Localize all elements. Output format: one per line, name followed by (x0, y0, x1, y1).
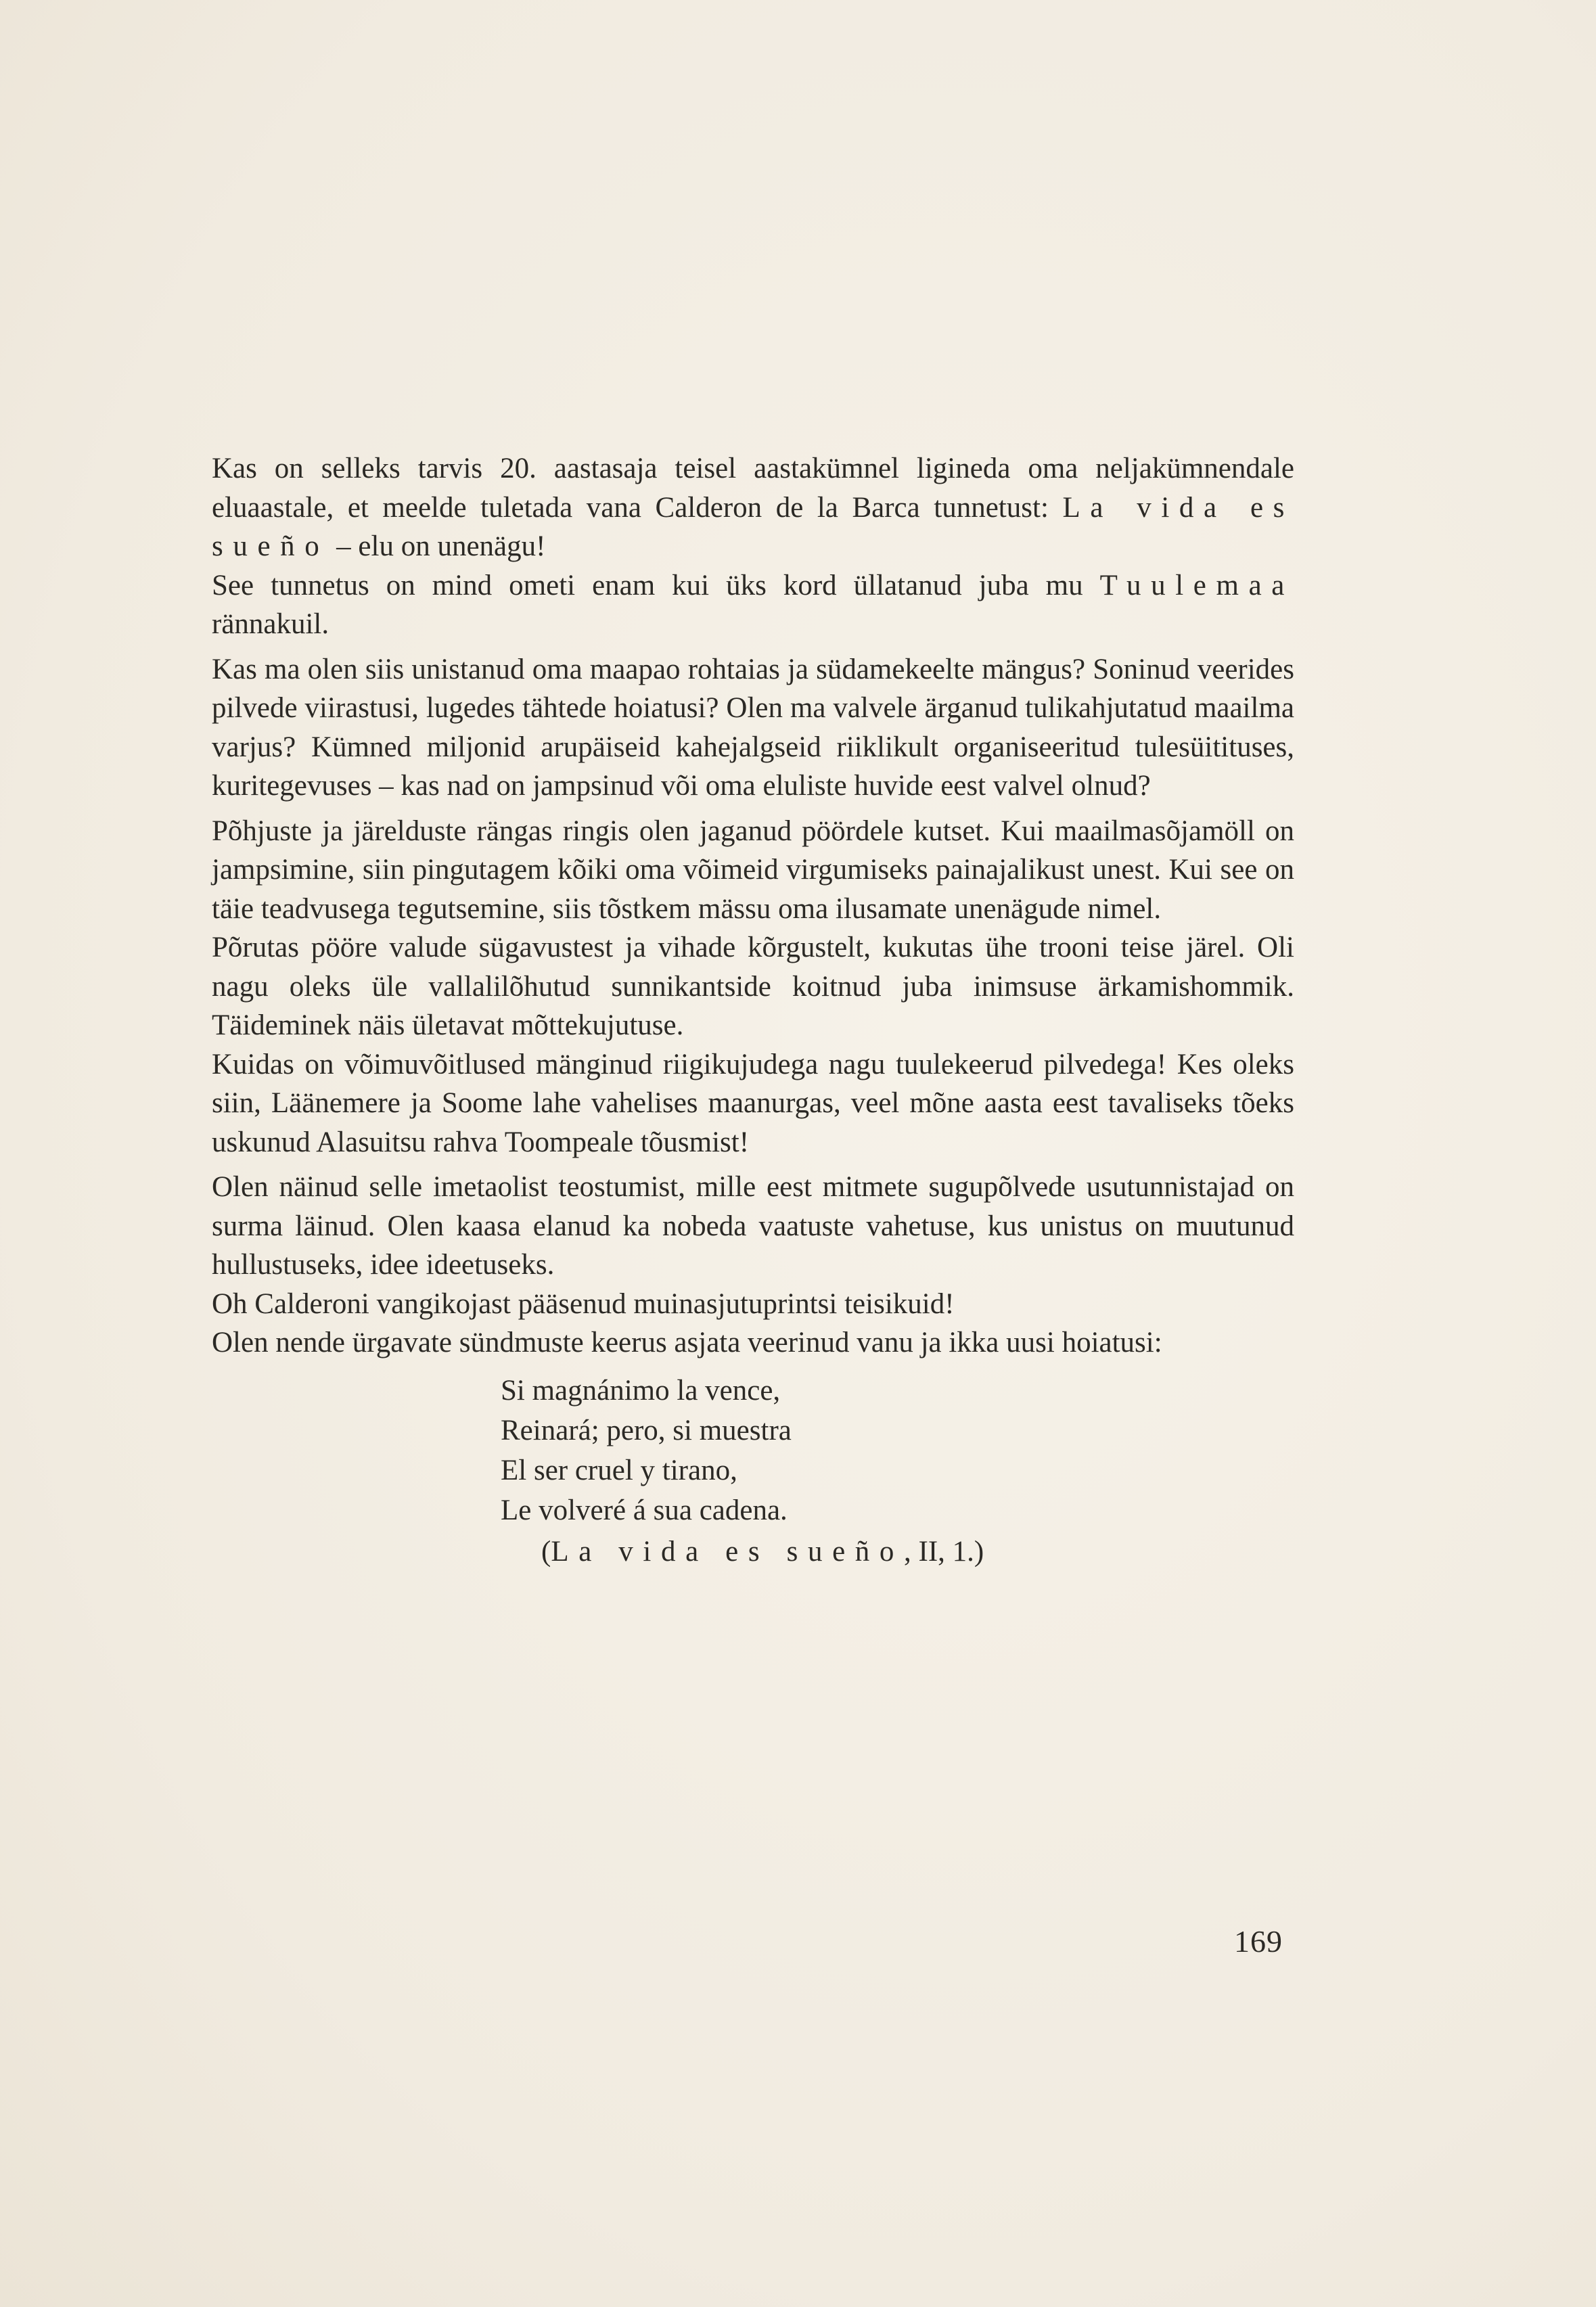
poem-citation (541, 1532, 1294, 1572)
paragraph: Olen näinud selle imetaolist teostumist, mille eest mitmete sugupõlvede usutunnistajad on surma läinud. Olen kaasa elanud ka nobeda vaatuste vahetuse, kus unistus on muutunud hullustuseks, idee ideetuseks. (212, 1171, 1294, 1281)
paragraph-text: Kas on selleks tarvis 20. aastasaja teisel aastakümnel ligineda oma neljakümnendale eluaastale, et meelde tuletada vana Calderon de la Barca tunnetust: (212, 453, 1294, 524)
poem-line: Le volveré á sua cadena. (501, 1494, 788, 1526)
paragraph-text: – elu on unenägu! (329, 530, 546, 562)
citation-open: ( (541, 1535, 551, 1568)
paragraph: Kuidas on võimuvõitlused mänginud riigikujudega nagu tuulekeerud pilvedega! Kes oleks siin, Läänemere ja Soome lahe vahelises maanurgas, veel mõne aasta eest tavaliseks tõeks uskunud Alasuitsu rahva Toompeale tõusmist! (212, 1048, 1294, 1158)
poem-line: El ser cruel y tirano, (501, 1454, 737, 1486)
poem-line: Reinará; pero, si muestra (501, 1414, 792, 1446)
spaced-title: Tuulemaa (1099, 569, 1294, 601)
page-number: 169 (1234, 1924, 1283, 1959)
citation-title: La vida es sueño (551, 1535, 905, 1568)
spaced-quote: La vida es sueño (212, 491, 1295, 562)
paragraph (212, 449, 1294, 566)
paragraph-text: See tunnetus on mind ometi enam kui üks kord üllatanud juba mu (212, 569, 1100, 601)
main-text (212, 449, 1294, 1572)
paragraph-text: rännakuil. (212, 608, 329, 640)
poem-quote (501, 1371, 1294, 1572)
paragraph: Kas ma olen siis unistanud oma maapao rohtaias ja südamekeelte mängus? Soninud veerides pilvede viirastusi, lugedes tähtede hoiatusi? Olen ma valvele ärganud tulikahjutatud maailma varjus? Kümned miljonid arupäiseid kahejalgseid riiklikult organiseeritud tulesüitituses, kuritegevuses – kas nad on jampsinud või oma eluliste huvide eest valvel olnud? (212, 653, 1294, 802)
paragraph: Oh Calderoni vangikojast pääsenud muinasjutuprintsi teisikuid! (212, 1287, 955, 1320)
paragraph: Olen nende ürgavate sündmuste keerus asjata veerinud vanu ja ikka uusi hoiatusi: (212, 1327, 1162, 1358)
poem-line: Si magnánimo la vence, (501, 1374, 781, 1407)
paragraph (212, 566, 1294, 644)
paragraph: Põrutas pööre valude sügavustest ja vihade kõrgustelt, kukutas ühe trooni teise järel. Oli nagu oleks üle vallalilõhutud sunnikantside koitnud juba inimsuse ärkamishommik. Täideminek näis ületavat mõttekujutuse. (212, 932, 1294, 1041)
citation-close: , II, 1.) (904, 1535, 984, 1568)
paragraph: Põhjuste ja järelduste rängas ringis olen jaganud pöördele kutset. Kui maailmasõjamöll on jampsimine, siin pingutagem kõiki oma võimeid virgumiseks painajalikust unest. Kui see on täie teadvusega tegutsemine, siis tõstkem mässu oma ilusamate unenägude nimel. (212, 815, 1294, 925)
